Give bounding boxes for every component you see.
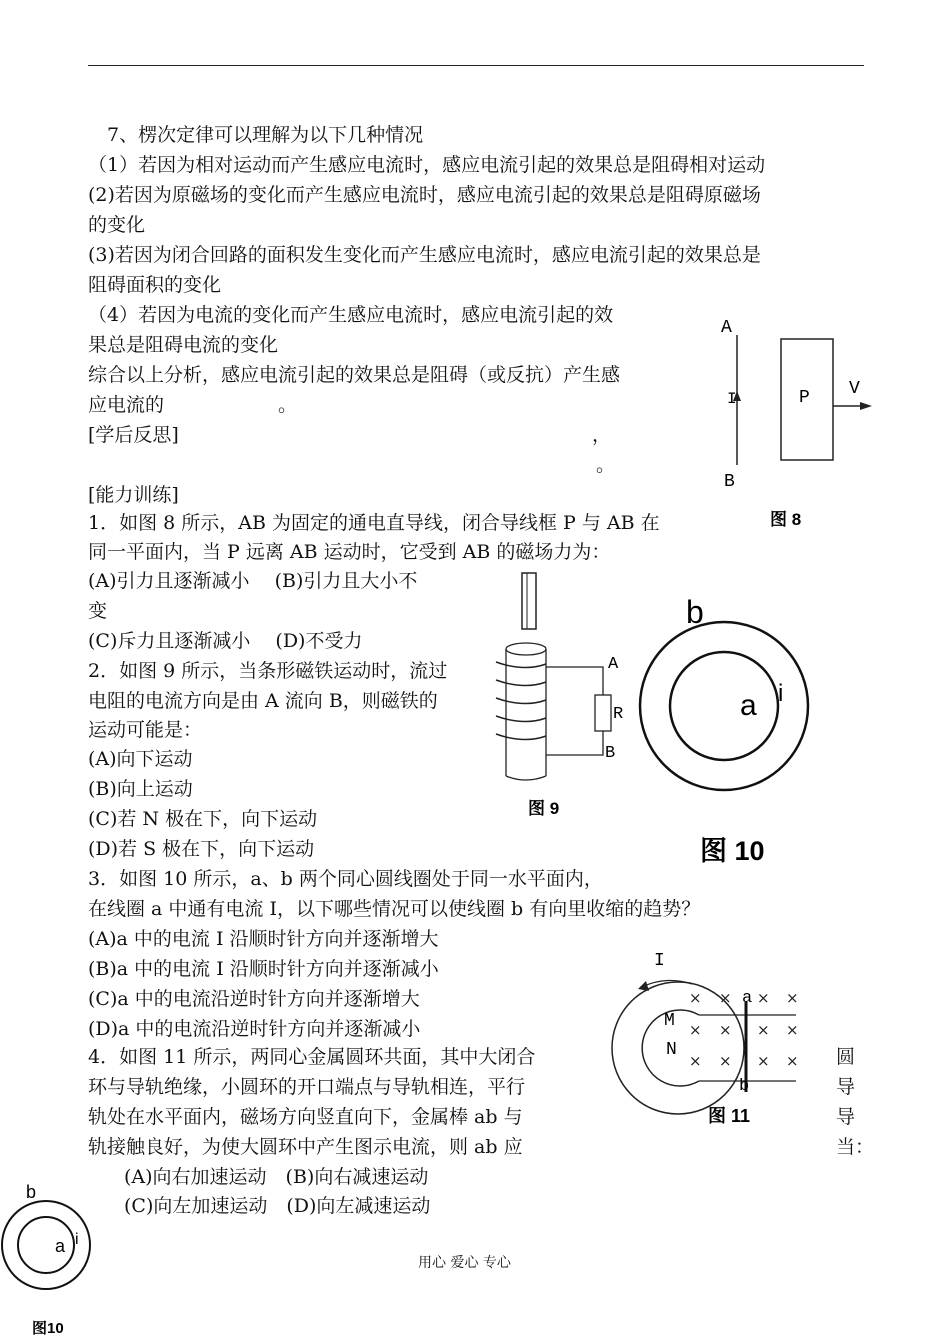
question-3: 3．如图 10 所示，a、b 两个同心圆线圈处于同一水平面内， [88, 868, 603, 890]
figure-11 [596, 944, 816, 1134]
svg-text:×: × [786, 1021, 799, 1039]
text-line: 运动可能是： [88, 719, 203, 741]
option-line: (C)向左加速运动 (D)向左减速运动 [124, 1195, 431, 1217]
text-fragment: 当： [836, 1136, 875, 1158]
text-fragment: 圆 [836, 1046, 856, 1068]
question-4: 4．如图 11 所示，两同心金属圆环共面，其中大闭合 [88, 1046, 536, 1068]
text-line: (3)若因为闭合回路的面积发生变化而产生感应电流时，感应电流引起的效果总是 [88, 244, 761, 266]
svg-text:×: × [689, 1021, 702, 1039]
text-line: 。 [596, 454, 616, 476]
text-line: 轨接触良好，为使大圆环中产生图示电流，则 ab 应 [88, 1136, 523, 1158]
label-p: P [799, 388, 810, 408]
wire-a [546, 667, 603, 695]
svg-text:×: × [757, 989, 770, 1007]
label-i: i [778, 680, 784, 707]
label-a: A [721, 318, 732, 338]
option-line: (D)a 中的电流沿逆时针方向并逐渐减小 [88, 1018, 421, 1040]
label-b: B [724, 472, 735, 492]
wire-b [546, 731, 603, 755]
svg-text:×: × [757, 1052, 770, 1070]
text-line: （4）若因为电流的变化而产生感应电流时，感应电流引起的效 [88, 304, 614, 326]
label-n: N [666, 1040, 677, 1060]
coil-a [670, 652, 778, 760]
svg-text:×: × [719, 989, 732, 1007]
label-a: A [608, 655, 619, 674]
question-2: 2．如图 9 所示，当条形磁铁运动时，流过 [88, 660, 448, 682]
option-line: (B)a 中的电流 I 沿顺时针方向并逐渐减小 [88, 958, 439, 980]
text-line: 果总是阻碍电流的变化 [88, 334, 279, 356]
reflection-heading: [学后反思] [88, 424, 179, 446]
solenoid-top [506, 643, 546, 655]
label-i: I [727, 390, 737, 408]
figure-9 [484, 568, 634, 828]
label-b: b [26, 1182, 37, 1202]
training-heading: [能力训练] [88, 484, 179, 506]
figure-11-caption: 图 11 [708, 1106, 751, 1126]
text-line: 阻碍面积的变化 [88, 274, 222, 296]
text-line: ， [592, 424, 612, 446]
label-m: M [664, 1011, 675, 1031]
label-i: I [654, 951, 665, 971]
text-line: (2)若因为原磁场的变化而产生感应电流时，感应电流引起的效果总是阻碍原磁场 [88, 184, 761, 206]
option-line: (C)若 N 极在下，向下运动 [88, 808, 318, 830]
option-line: (B)向上运动 [88, 778, 193, 800]
text-fragment: 导 [836, 1076, 856, 1098]
header-rule [88, 65, 864, 66]
text-line: 应电流的 。 [88, 394, 298, 416]
text-line: 变 [88, 600, 108, 622]
svg-text:×: × [689, 989, 702, 1007]
svg-text:×: × [757, 1021, 770, 1039]
option-line: (D)若 S 极在下，向下运动 [88, 838, 315, 860]
label-v: V [849, 379, 860, 399]
text-fragment: 导 [836, 1106, 856, 1128]
label-a: a [740, 689, 757, 722]
figure-9-caption: 图 9 [528, 799, 560, 818]
figure-10 [636, 588, 816, 868]
figure-8-caption: 图 8 [770, 510, 802, 529]
text-line: 的变化 [88, 214, 146, 236]
option-line: (C)斥力且逐渐减小 (D)不受力 [88, 630, 363, 652]
section-7-title: 7、楞次定律可以理解为以下几种情况 [88, 124, 424, 146]
svg-text:×: × [719, 1021, 732, 1039]
text-line: 电阻的电流方向是由 A 流向 B，则磁铁的 [88, 690, 438, 712]
label-a: a [55, 1236, 66, 1256]
option-line: (A)引力且逐渐减小 (B)引力且大小不 [88, 570, 418, 592]
label-a: a [742, 989, 753, 1008]
svg-text:×: × [786, 989, 799, 1007]
svg-text:×: × [689, 1052, 702, 1070]
text-line: 环与导轨绝缘，小圆环的开口端点与导轨相连，平行 [88, 1076, 526, 1098]
svg-text:×: × [719, 1052, 732, 1070]
arrowhead-icon [860, 402, 872, 410]
label-r: R [613, 705, 624, 724]
figure-10-caption: 图 10 [700, 836, 765, 866]
question-1: 1．如图 8 所示，AB 为固定的通电直导线，闭合导线框 P 与 AB 在 [88, 512, 660, 534]
coil-a [18, 1217, 74, 1273]
option-line: (A)向下运动 [88, 748, 193, 770]
svg-text:×: × [786, 1052, 799, 1070]
bar-magnet [522, 573, 536, 629]
option-line: (A)向右加速运动 (B)向右减速运动 [124, 1166, 429, 1188]
label-i: i [75, 1231, 79, 1248]
figure-8 [712, 305, 882, 535]
text-line: 综合以上分析，感应电流引起的效果总是阻碍（或反抗）产生感 [88, 364, 621, 386]
text-line: 轨处在水平面内，磁场方向竖直向下，金属棒 ab 与 [88, 1106, 523, 1128]
coil-windings [496, 662, 546, 740]
figure-10-small [0, 1178, 110, 1338]
text-line: 同一平面内，当 P 远离 AB 运动时，它受到 AB 的磁场力为： [88, 541, 611, 563]
page-footer: 用心 爱心 专心 [418, 1255, 511, 1271]
label-b: b [686, 594, 704, 630]
option-line: (A)a 中的电流 I 沿顺时针方向并逐渐增大 [88, 928, 439, 950]
text-line: 在线圈 a 中通有电流 I，以下哪些情况可以使线圈 b 有向里收缩的趋势？ [88, 898, 701, 920]
figure-10-small-caption: 图10 [32, 1320, 64, 1337]
label-b: b [739, 1077, 750, 1096]
label-b: B [605, 744, 616, 763]
text-line: （1）若因为相对运动而产生感应电流时，感应电流引起的效果总是阻碍相对运动 [88, 154, 766, 176]
current-arrow-icon [638, 981, 649, 991]
resistor-r [595, 695, 611, 731]
option-line: (C)a 中的电流沿逆时针方向并逐渐增大 [88, 988, 420, 1010]
